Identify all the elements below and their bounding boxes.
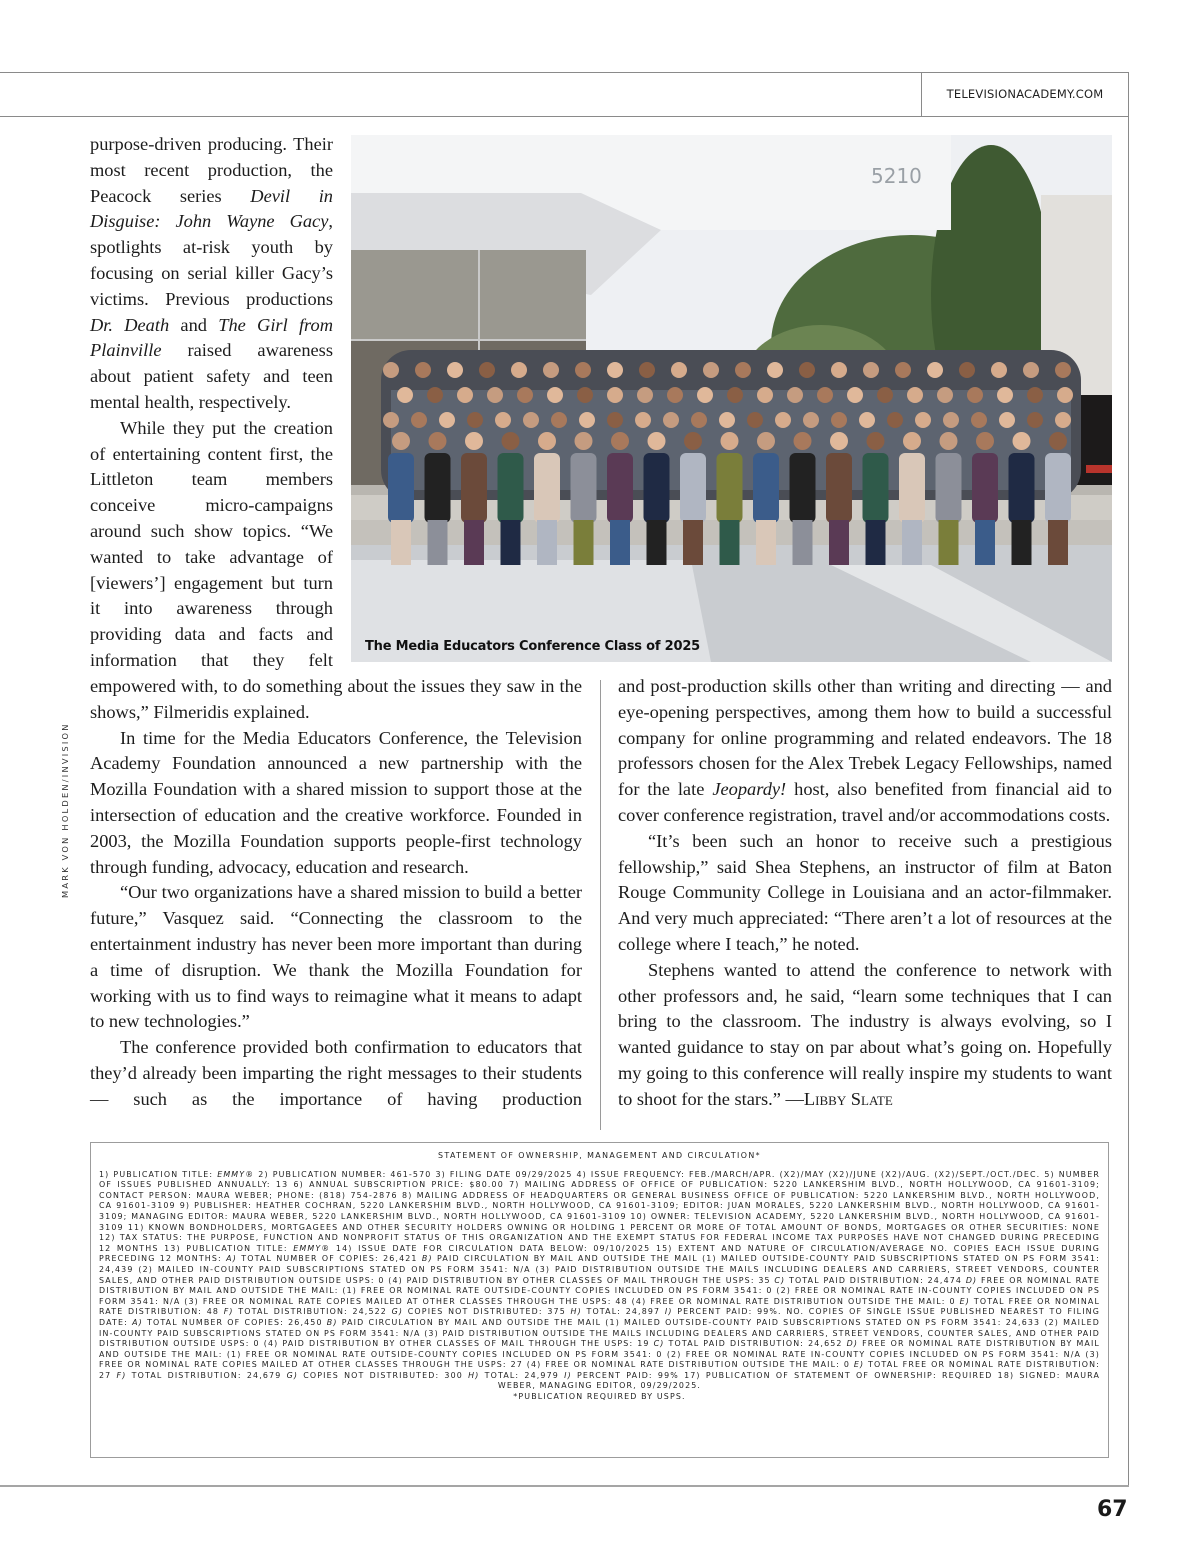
statement-run: B) — [326, 1317, 338, 1327]
statement-run: PERCENT PAID: 99% 17) PUBLICATION OF STATEMENT OF OWNERSHIP: REQUIRED 18) SIGNED: MAURA WEBER, MANAGING EDITOR, 09/29/2025. — [497, 1370, 1100, 1391]
article-column-left — [90, 674, 582, 1113]
statement-run: E) — [959, 1296, 970, 1306]
statement-run: 1) PUBLICATION TITLE: — [99, 1169, 218, 1179]
statement-run: TOTAL NUMBER OF COPIES: 26,421 — [236, 1254, 422, 1264]
statement-run: PERCENT PAID: 99%. NO. COPIES OF SINGLE ISSUE PUBLISHED NEAREST TO FILING DATE: — [99, 1307, 1100, 1327]
header-rule-bottom — [0, 116, 1129, 117]
statement-run: G) — [391, 1307, 404, 1317]
statement-footnote: *PUBLICATION REQUIRED BY USPS. — [513, 1392, 686, 1402]
statement-run: TOTAL DISTRIBUTION: 24,522 — [233, 1307, 392, 1317]
statement-run: TOTAL DISTRIBUTION: 24,679 — [126, 1370, 287, 1380]
statement-run: TOTAL: 24,979 — [479, 1370, 565, 1380]
paragraph: Stephens wanted to attend the conference to network with other professors and, he said, “learn some techniques that I can bring to the classroom. The industry is always evolving, so I wanted guidance to stay on par about what’s going on. Hopefully my going to this conference will really inspire my students to want to shoot for the stars.” —Libby Slate — [618, 959, 1112, 1109]
footer-rule — [0, 1485, 1129, 1487]
paragraph: empowered with, to do something about the issues they saw in the shows,” Filmeridis explained. — [90, 676, 582, 722]
statement-run: TOTAL: 24,897 — [581, 1307, 665, 1317]
show-title: Dr. Death — [90, 314, 170, 335]
statement-run: COPIES NOT DISTRIBUTED: 375 — [403, 1307, 571, 1317]
statement-run: TOTAL FREE OR NOMINAL RATE DISTRIBUTION: 27 — [99, 1360, 1101, 1380]
paragraph: In time for the Media Educators Conference, the Television Academy Foundation announced a new partnership with the Mozilla Foundation with a shared mission to support those at the intersection of education and the creative workforce. Founded in 2003, the Mozilla Foundation supports people-first technology through funding, advocacy, education and research. — [90, 727, 582, 877]
statement-run: I) — [564, 1370, 572, 1380]
paragraph: The conference provided both confirmation to educators that they’d already been imparting the right messages to their students — such as the importance of having production — [90, 1037, 582, 1109]
statement-run: TOTAL NUMBER OF COPIES: 26,450 — [142, 1317, 327, 1327]
statement-of-ownership — [90, 1142, 1109, 1458]
photo-caption: The Media Educators Conference Class of 2025 — [365, 639, 701, 654]
paragraph: While they put the creation of entertaining content first, the Littleton team members conceive micro-campaigns around such show topics. “We wanted to take advantage of [viewers’] engagement but turn it into awareness through providing data and facts and information that they felt — [90, 417, 333, 670]
column-divider — [600, 680, 601, 1130]
statement-run: C) — [653, 1339, 665, 1349]
statement-run: D) — [846, 1339, 859, 1349]
statement-run: D) — [965, 1275, 978, 1285]
paragraph: and post-production skills other than writing and directing — and eye-opening perspectives, among them how to build a successful company for online programming and related endeavors. The 18 professors chosen for the Alex Trebek Legacy Fellowships, named for the late Jeopardy! host, also benefited from financial aid to cover conference registration, travel and/or accommodations costs. — [618, 676, 1112, 825]
statement-run: A) — [226, 1254, 237, 1264]
statement-run: B) — [421, 1254, 433, 1264]
statement-run: 2) PUBLICATION NUMBER: 461-570 3) FILING DATE 09/29/2025 4) ISSUE FREQUENCY: FEB./MARCH/APR. (X2)/MAY (X2)/JUNE (X2)/AUG. (X2)/SEPT./OCT./DEC. 5) NUMBER OF ISSUES PUBLISHED ANNUALLY: 13 6) ANNUAL SUBSCRIPTION PRICE: $80.00 7) MAILING ADDRESS OF OFFICE OF PUBLICATION: 5220 LANKERSHIM BLVD., NORTH HOLLYWOOD, CA 91601-3109; CONTACT PERSON: MAURA WEBER; PHONE: (818) 754-2876 8) MAILING ADDRESS OF HEADQUARTERS OR GENERAL BUSINESS OFFICE OF PUBLICATION: 5220 LANKERSHIM BLVD., NORTH HOLLYWOOD, CA 91601-3109 9) PUBLISHER: HEATHER COCHRAN, 5220 LANKERSHIM BLVD., NORTH HOLLYWOOD, CA 91601-3109; EDITOR: JUAN MORALES, 5220 LANKERSHIM BLVD., NORTH HOLLYWOOD, CA 91601-3109; MANAGING EDITOR: MAURA WEBER, 5220 LANKERSHIM BLVD., NORTH HOLLYWOOD, CA 91601-3109 10) OWNER: TELEVISION ACADEMY, 5220 LANKERSHIM BLVD., NORTH HOLLYWOOD, CA 91601-3109 11) KNOWN BONDHOLDERS, MORTGAGEES AND OTHER SECURITY HOLDERS OWNING OR HOLDING 1 PERCENT OR MORE OF TOTAL AMOUNT OF BONDS, MORTGAGES OR OTHER SECURITIES: NONE 12) TAX STATUS: THE PURPOSE, FUNCTION AND NONPROFIT STATUS OF THIS ORGANIZATION AND THE EXEMPT STATUS FOR FEDERAL INCOME TAX PURPOSES HAVE NOT CHANGED DURING PRECEDING 12 MONTHS 13) PUBLICATION TITLE: — [99, 1169, 1101, 1253]
statement-run: H) — [468, 1370, 480, 1380]
statement-run: F) — [116, 1370, 127, 1380]
statement-run: FREE OR NOMINAL RATE DISTRIBUTION BY MAIL AND OUTSIDE THE MAIL: (1) FREE OR NOMINAL RATE OUTSIDE-COUNTY COPIES INCLUDED ON PS FORM 3541: 0 (2) FREE OR NOMINAL RATE IN-COUNTY COPIES INCLUDED ON PS FORM 3541: N/A (3) FREE OR NOMINAL RATE COPIES MAILED AT OTHER CLASSES THROUGH THE USPS: 27 (4) FREE OR NOMINAL RATE DISTRIBUTION OUTSIDE THE MAIL: 0 — [99, 1339, 1100, 1370]
statement-run: H) — [570, 1307, 582, 1317]
statement-run: G) — [286, 1370, 299, 1380]
statement-run: C) — [774, 1275, 786, 1285]
statement-run: PAID CIRCULATION BY MAIL AND OUTSIDE THE MAIL (1) MAILED OUTSIDE-COUNTY PAID SUBSCRIPTIONS STATED ON PS FORM 3541: 24,439 (2) MAILED IN-COUNTY PAID SUBSCRIPTIONS STATED ON PS FORM 3541: N/A (3) PAID DISTRIBUTION OUTSIDE THE MAILS INCLUDING DEALERS AND CARRIERS, STREET VENDORS, COUNTER SALES, AND OTHER PAID DISTRIBUTION OUTSIDE USPS: 0 (4) PAID DISTRIBUTION BY OTHER CLASSES OF MAIL THROUGH THE USPS: 35 — [99, 1254, 1100, 1285]
statement-run: E) — [853, 1360, 865, 1370]
page-number: 67 — [1097, 1497, 1128, 1522]
show-title: The Girl from Plainville — [90, 314, 333, 361]
statement-run: EMMY® — [293, 1243, 331, 1253]
statement-run: I) — [664, 1307, 673, 1317]
paragraph: “It’s been such an honor to receive such a prestigious fellowship,” said Shea Stephens, an instructor of film at Baton Rouge Community College in Louisiana and an actor-filmmaker. And very much appreciated: “There aren’t a lot of resources at the college where I teach,” he noted. — [618, 830, 1112, 954]
statement-run: PAID CIRCULATION BY MAIL AND OUTSIDE THE MAIL (1) MAILED OUTSIDE-COUNTY PAID SUBSCRIPTIONS STATED ON PS FORM 3541: 24,633 (2) MAILED IN-COUNTY PAID SUBSCRIPTIONS STATED ON PS FORM 3541: N/A (3) PAID DISTRIBUTION OUTSIDE THE MAILS INCLUDING DEALERS AND CARRIERS, STREET VENDORS, COUNTER SALES, AND OTHER PAID DISTRIBUTION OUTSIDE USPS: 0 (4) PAID DISTRIBUTION BY OTHER CLASSES OF MAIL THROUGH THE USPS: 19 — [99, 1317, 1101, 1349]
building-number: 5210 — [871, 164, 922, 188]
statement-run: EMMY® — [217, 1169, 255, 1179]
photo-credit: MARK VON HOLDEN/INVISION — [60, 722, 70, 898]
statement-run: 14) ISSUE DATE FOR CIRCULATION DATA BELOW: 09/10/2025 15) EXTENT AND NATURE OF CIRCULATION/AVERAGE NO. COPIES EACH ISSUE DURING PRECEDING 12 MONTHS: — [99, 1243, 1100, 1264]
byline: Libby Slate — [803, 1088, 893, 1109]
statement-body — [99, 1170, 1100, 1392]
statement-run: F) — [223, 1307, 234, 1317]
statement-run: A) — [132, 1317, 143, 1327]
show-title: Jeopardy! — [712, 779, 787, 800]
statement-run: COPIES NOT DISTRIBUTED: 300 — [298, 1370, 469, 1380]
photo-illustration — [351, 135, 1112, 662]
paragraph: “Our two organizations have a shared mission to build a better future,” Vasquez said. “Connecting the classroom to the entertainment industry has never been more important than during a time of disruption. We thank the Mozilla Foundation for working with us to find ways to reimagine what it means to adapt to new technologies.” — [90, 882, 582, 1032]
statement-run: TOTAL PAID DISTRIBUTION: 24,474 — [785, 1275, 966, 1285]
show-title: Devil in Disguise: John Wayne Gacy — [90, 185, 333, 232]
page-frame-right — [1128, 72, 1129, 1485]
statement-title: STATEMENT OF OWNERSHIP, MANAGEMENT AND CIRCULATION* — [437, 1151, 762, 1160]
statement-run: FREE OR NOMINAL RATE DISTRIBUTION BY MAIL AND OUTSIDE THE MAIL: (1) FREE OR NOMINAL RATE OUTSIDE-COUNTY COPIES INCLUDED ON PS FORM 3541: 0 (2) FREE OR NOMINAL RATE IN-COUNTY COPIES INCLUDED ON PS FORM 3541: N/A (3) FREE OR NOMINAL RATE COPIES MAILED AT OTHER CLASSES THROUGH THE USPS: 48 (4) FREE OR NOMINAL RATE DISTRIBUTION OUTSIDE THE MAIL: 0 — [99, 1275, 1100, 1306]
group-photo — [351, 135, 1112, 662]
article-column-right — [618, 674, 1112, 1113]
statement-run: TOTAL PAID DISTRIBUTION: 24,652 — [664, 1339, 847, 1349]
article-column-narrow — [90, 132, 333, 674]
statement-run: TOTAL FREE OR NOMINAL RATE DISTRIBUTION: 48 — [99, 1296, 1101, 1317]
site-url: TELEVISIONACADEMY.COM — [946, 87, 1104, 101]
paragraph: purpose-driven producing. Their most recent production, the Peacock series Devil in Disguise: John Wayne Gacy, spotlights at-risk youth by focusing on serial killer Gacy’s victims. Previous productions Dr. Death and The Girl from Plainville raised awareness about patient safety and teen mental health, respectively. — [90, 134, 333, 412]
